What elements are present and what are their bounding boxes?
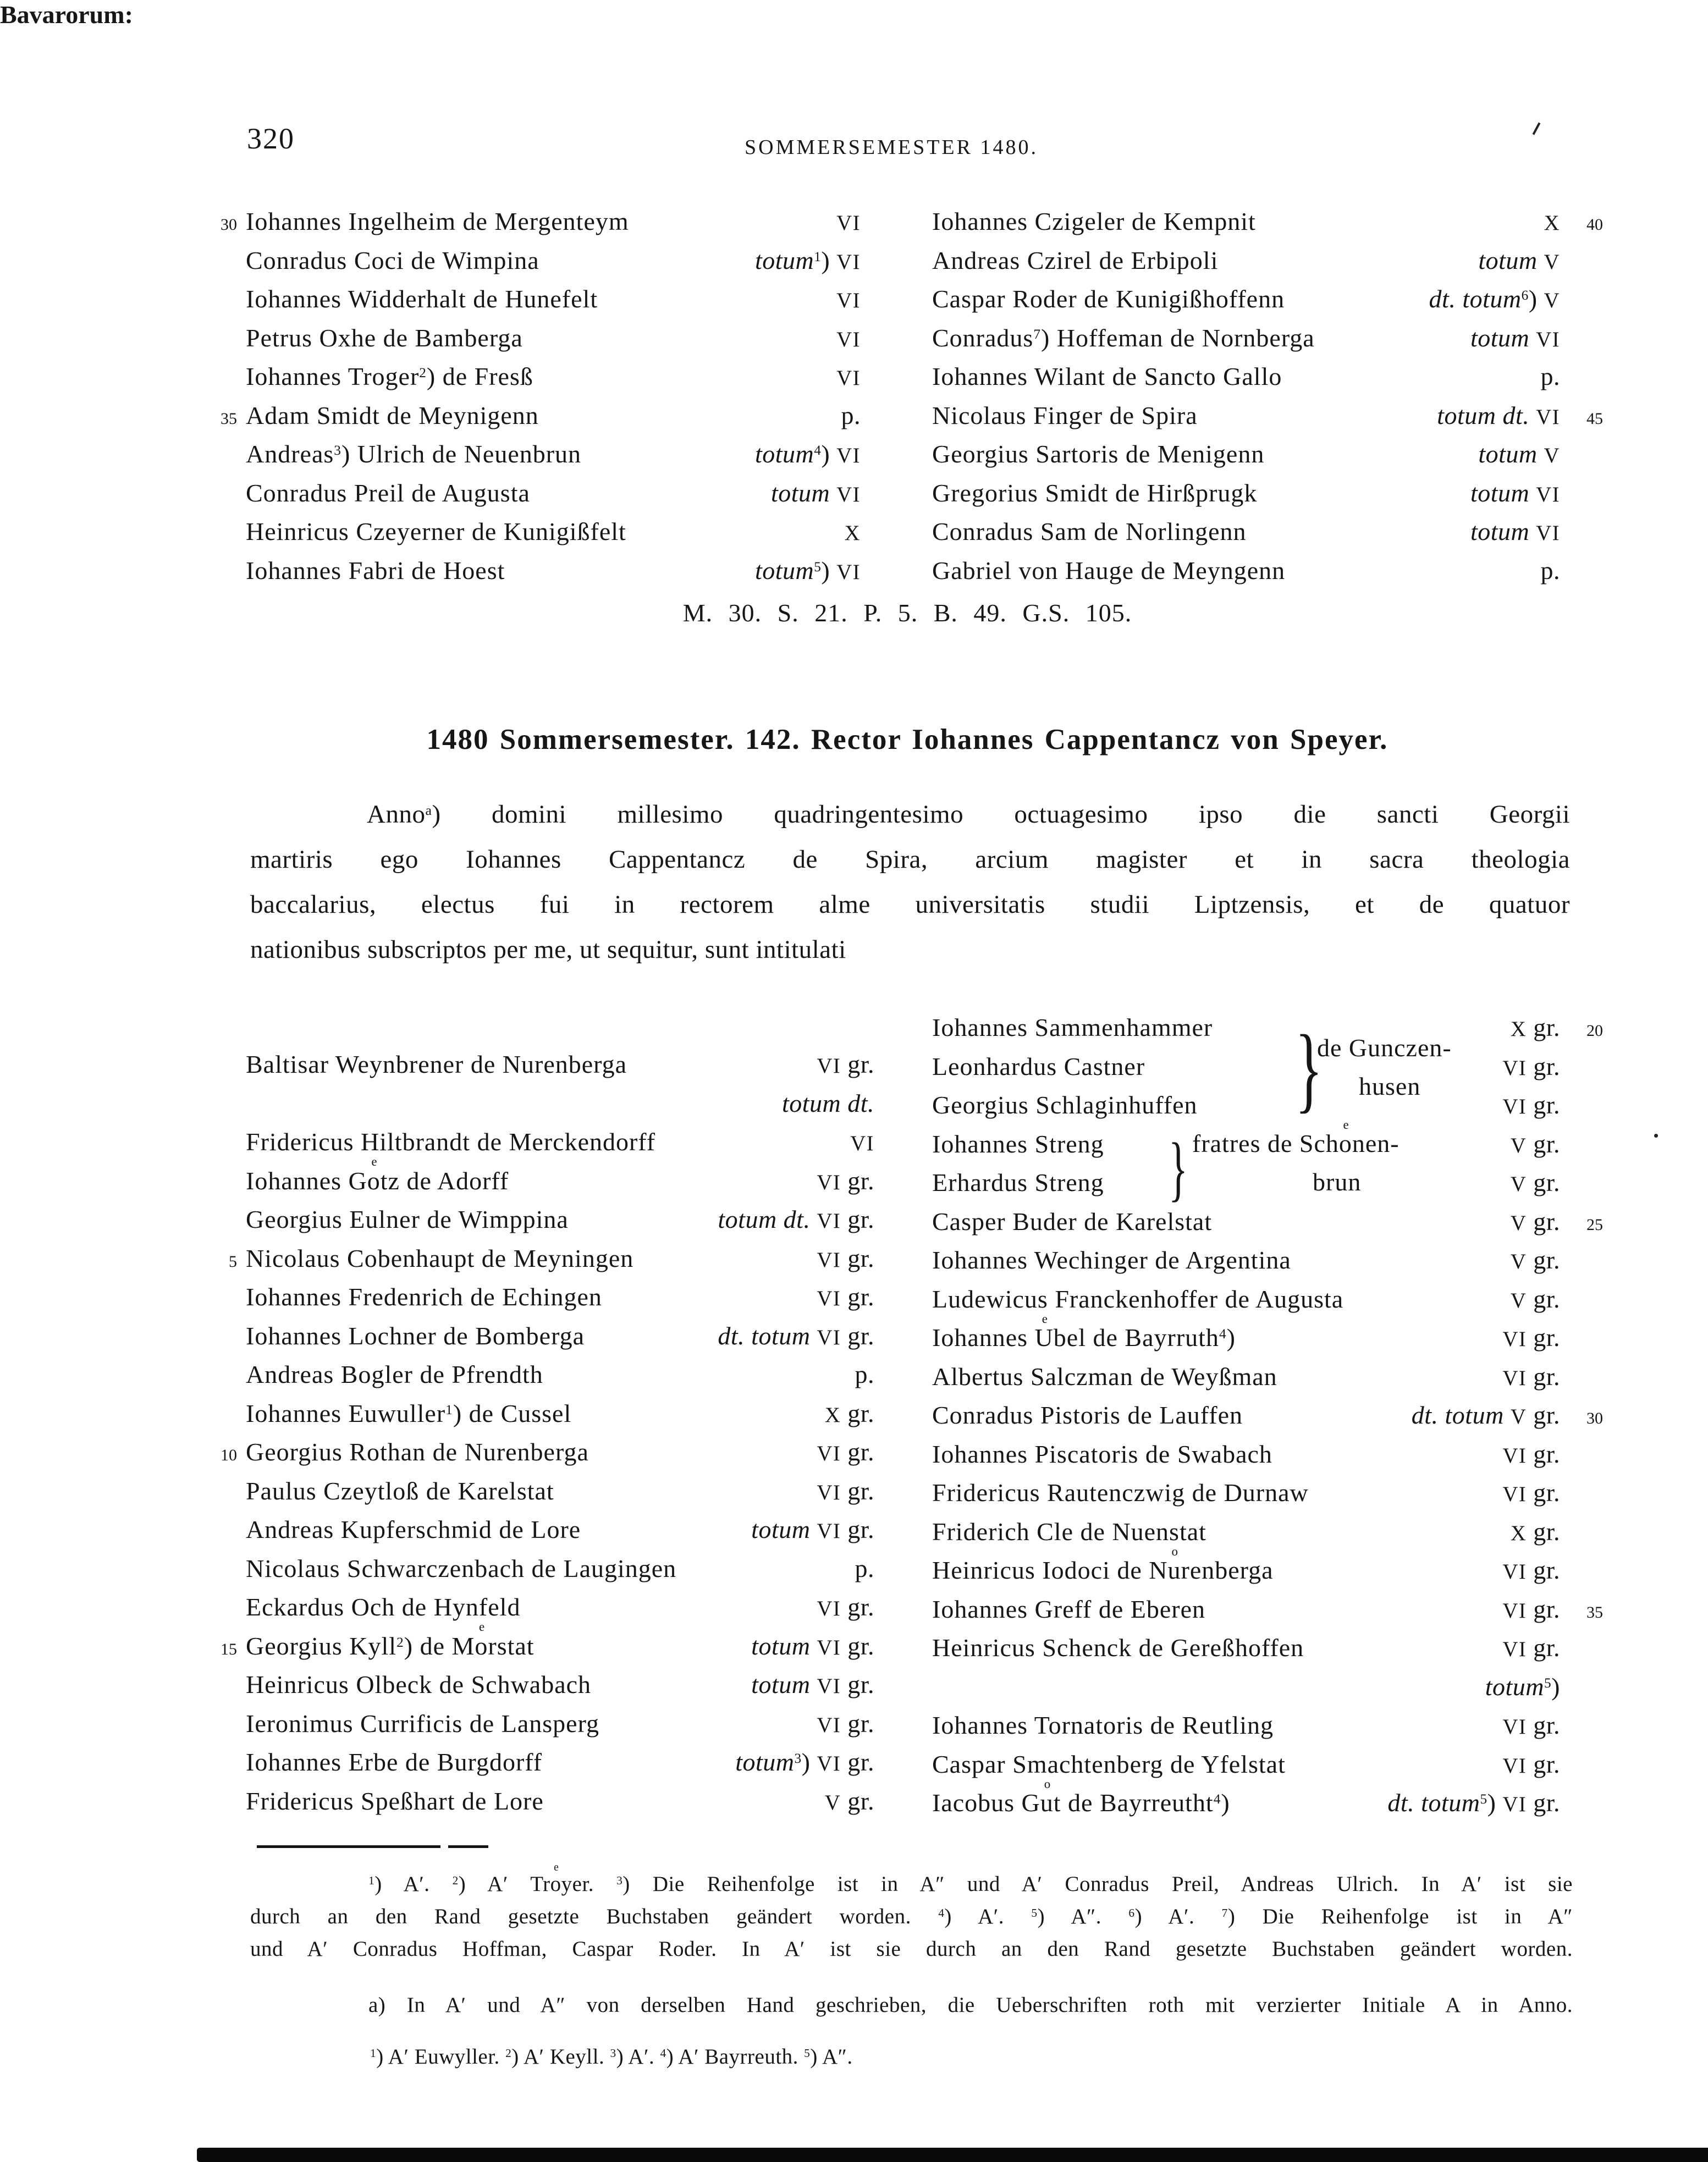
student-name: Iacobus Gu o t de Bayrreutht$^4$) [932, 1777, 1230, 1817]
fee-value: V gr. [1510, 1129, 1560, 1158]
line-number: 15 [221, 1640, 237, 1658]
entry-row [932, 1311, 1603, 1358]
fee-value: VI gr. [1502, 1440, 1560, 1468]
fee-value: totum$^1$) VI [754, 246, 861, 274]
entry-row [201, 1355, 874, 1394]
entry-row [932, 241, 1603, 280]
entry-row [201, 357, 861, 396]
paragraph-line: Anno$^a$) domini millesimo quadringentesimo octuagesimo ipso die sancti Georgii [367, 800, 1570, 829]
entry-row [201, 280, 861, 319]
entry-row [932, 1544, 1603, 1590]
matriculation-list-top-right [932, 202, 1603, 590]
entry-row [932, 319, 1603, 358]
student-name: Heinricus Schenck de Gereßhoffen [932, 1634, 1304, 1662]
entry-row [201, 396, 861, 435]
scan-artifact [1533, 122, 1541, 135]
student-name: Georgius Schlaginhuffen [932, 1091, 1198, 1119]
entry-row [201, 1155, 874, 1201]
footnote-block [250, 1862, 1573, 1965]
student-name: Iohannes Widderhalt de Hunefelt [246, 285, 598, 313]
student-name: Andreas$^3$) Ulrich de Neuenbrun [246, 440, 582, 468]
entry-row [201, 1782, 874, 1821]
fee-value: VI gr. [1502, 1711, 1560, 1739]
fee-value: VI gr. [817, 1050, 874, 1078]
entry-row [201, 1743, 874, 1782]
student-name: Andreas Kupferschmid de Lore [246, 1515, 581, 1543]
line-number: 35 [221, 409, 237, 428]
line-number: 20 [1586, 1022, 1603, 1040]
footnote-line: a) In A′ und A″ von derselben Hand geschrieben, die Ueberschriften roth mit verzierter Initiale A in Anno. [368, 1993, 1573, 2017]
student-name: Adam Smidt de Meynigenn [246, 401, 539, 429]
page-number: 320 [247, 122, 295, 155]
entry-row [932, 280, 1603, 319]
footnote-rule [257, 1845, 440, 1848]
student-name: Gregorius Smidt de Hirßprugk [932, 478, 1258, 507]
entry-row [932, 1629, 1603, 1668]
fee-value: VI gr. [817, 1244, 874, 1272]
entry-row [932, 1396, 1603, 1435]
entry-row [932, 1777, 1603, 1823]
student-name: Caspar Smachtenberg de Yfelstat [932, 1750, 1286, 1778]
fee-value: X gr. [1510, 1013, 1560, 1041]
student-name: Nicolaus Cobenhaupt de Meyningen [246, 1244, 634, 1272]
fee-value: p. [855, 1554, 874, 1582]
fee-value: VI [836, 212, 861, 235]
entry-row [932, 435, 1603, 474]
fee-value: dt. totum$^5$) VI gr. [1387, 1789, 1560, 1817]
entry-row [201, 1472, 874, 1511]
student-name: Iohannes Troger$^2$) de Fresß [246, 362, 533, 390]
section-heading: 1480 Sommersemester. 142. Rector Iohannes Cappentancz von Speyer. [426, 724, 1389, 755]
fee-value: V gr. [1510, 1284, 1560, 1313]
entry-row [201, 1084, 874, 1123]
rector-paragraph [250, 792, 1570, 972]
fee-value: V gr. [824, 1786, 874, 1815]
fee-value: VI gr. [817, 1593, 874, 1621]
fee-value: VI gr. [1502, 1595, 1560, 1623]
fee-value: totum V [1478, 440, 1560, 468]
brace-glyph: } [1169, 1128, 1188, 1209]
student-name: Casper Buder de Karelstat [932, 1207, 1213, 1236]
fee-value: VI gr. [1502, 1750, 1560, 1778]
student-name: Iohannes Go e tz de Adorff [246, 1155, 509, 1195]
line-number: 10 [221, 1446, 237, 1464]
entry-row [201, 241, 861, 280]
totals-line: M. 30. S. 21. P. 5. B. 49. G.S. 105. [682, 599, 1132, 627]
entry-row [932, 1047, 1603, 1086]
fee-value: totum$^5$) [1485, 1672, 1560, 1701]
entry-row [201, 1317, 874, 1356]
student-name: Paulus Czeytloß de Karelstat [246, 1476, 554, 1505]
fee-value: totum dt. VI gr. [718, 1205, 874, 1233]
entry-row [932, 1745, 1603, 1784]
entry-row [932, 1435, 1603, 1474]
fee-value: totum dt. VI [1437, 401, 1560, 429]
fee-value: VI gr. [817, 1283, 874, 1311]
entry-row [201, 1394, 874, 1433]
fee-value: VI gr. [1502, 1556, 1560, 1584]
student-name: Iohannes Greff de Eberen [932, 1595, 1205, 1623]
brace-label: husen [1359, 1072, 1421, 1100]
student-name: Baltisar Weynbrener de Nurenberga [246, 1050, 627, 1078]
line-number: 40 [1586, 216, 1603, 234]
fee-value: VI gr. [817, 1476, 874, 1505]
fee-value: totum dt. [781, 1089, 874, 1117]
running-header: SOMMERSEMESTER 1480. [745, 136, 1038, 159]
nation-header: Bavarorum: [0, 1, 133, 29]
entry-row [201, 551, 861, 591]
student-name: Georgius Rothan de Nurenberga [246, 1438, 589, 1466]
footnote-block [250, 1989, 1573, 2021]
entry-row [201, 1665, 874, 1705]
student-name: Nicolaus Schwarczenbach de Laugingen [246, 1554, 677, 1582]
fee-value: p. [1540, 362, 1560, 390]
brace-label: fratres de Scho e nen- [1192, 1117, 1400, 1157]
matriculation-list-top-left [201, 202, 861, 590]
fee-value: VI gr. [817, 1166, 874, 1195]
entry-row [932, 512, 1603, 551]
entry-row [932, 202, 1603, 241]
student-name: Iohannes Wilant de Sancto Gallo [932, 362, 1282, 390]
fee-value: V gr. [1510, 1246, 1560, 1274]
fee-value: VI gr. [1502, 1052, 1560, 1080]
entry-row [201, 1433, 874, 1472]
fee-value: totum VI [1470, 517, 1560, 545]
paragraph-line: baccalarius, electus fui in rectorem alme universitatis studii Liptzensis, et de quatuor [250, 890, 1570, 919]
student-name: Iohannes Streng [932, 1129, 1104, 1158]
fee-value: X gr. [824, 1399, 874, 1427]
student-name: Georgius Eulner de Wimppina [246, 1205, 569, 1233]
student-name: Iohannes Fabri de Hoest [246, 556, 505, 584]
student-name: Petrus Oxhe de Bamberga [246, 323, 523, 352]
student-name: Erhardus Streng [932, 1168, 1104, 1196]
fee-value: VI gr. [817, 1438, 874, 1466]
entry-row [201, 512, 861, 551]
paragraph-line: nationibus subscriptos per me, ut sequitur, sunt intitulati [250, 935, 846, 964]
entry-row [201, 1200, 874, 1239]
fee-value: VI [850, 1132, 874, 1155]
entry-row [201, 1123, 874, 1162]
scan-artifact [1654, 1134, 1658, 1138]
entry-row [932, 1163, 1603, 1203]
entry-row [201, 1045, 874, 1084]
student-name: Ludewicus Franckenhoffer de Augusta [932, 1284, 1344, 1313]
student-name: Heinricus Czeyerner de Kunigißfelt [246, 517, 626, 545]
bavarorum-list-left [201, 1045, 874, 1821]
fee-value: dt. totum V gr. [1411, 1401, 1560, 1429]
student-name: Conradus$^7$) Hoffeman de Nornberga [932, 323, 1315, 352]
student-name: Georgius Kyll$^2$) de Mo e rstat [246, 1620, 535, 1660]
fee-value: VI [836, 289, 861, 312]
fee-value: p. [855, 1360, 874, 1388]
student-name: Fridericus Rautenczwig de Durnaw [932, 1479, 1309, 1507]
fee-value: totum V [1478, 246, 1560, 274]
student-name: Fridericus Hiltbrandt de Merckendorff [246, 1128, 656, 1156]
entry-row [932, 1358, 1603, 1397]
fee-value: VI gr. [1502, 1479, 1560, 1507]
student-name: Leonhardus Castner [932, 1052, 1145, 1080]
student-name: Conradus Coci de Wimpina [246, 246, 539, 274]
fee-value: VI [836, 328, 861, 351]
fee-value: V gr. [1510, 1207, 1560, 1236]
fee-value: p. [1540, 556, 1560, 584]
entry-row [932, 1241, 1603, 1280]
student-name: Gabriel von Hauge de Meyngenn [932, 556, 1286, 584]
footnote-line: $^1$) A′. $^2$) A′ Tro e yer. $^3$) Die Reihenfolge ist in A″ und A′ Conradus Preil, Andreas Ulrich. In A′ ist sie [368, 1862, 1573, 1896]
brace-glyph: } [1295, 1015, 1323, 1122]
student-name: Albertus Salczman de Weyßman [932, 1362, 1277, 1391]
footnote-line: $^1$) A′ Euwyller. $^2$) A′ Keyll. $^3$) A′. $^4$) A′ Bayrreuth. $^5$) A″. [370, 2045, 853, 2069]
student-name: Fridericus Speßhart de Lore [246, 1786, 544, 1815]
student-name: Iohannes Tornatoris de Reutling [932, 1711, 1274, 1739]
line-number: 35 [1586, 1603, 1603, 1622]
fee-value: dt. totum VI gr. [718, 1321, 874, 1350]
student-name: Eckardus Och de Hynfeld [246, 1593, 521, 1621]
entry-row [201, 1278, 874, 1317]
footnote-block [250, 2040, 1573, 2073]
fee-value: totum VI [1470, 323, 1560, 352]
fee-value: X [844, 522, 861, 545]
fee-value: VI gr. [1502, 1634, 1560, 1662]
fee-value: totum VI [1470, 478, 1560, 507]
line-number: 45 [1586, 409, 1603, 428]
student-name: Iohannes U e bel de Bayrruth$^4$) [932, 1311, 1236, 1352]
fee-value: totum VI [770, 478, 861, 507]
entry-row [932, 474, 1603, 513]
fee-value: VI gr. [1502, 1362, 1560, 1391]
fee-value: totum VI gr. [751, 1670, 874, 1698]
student-name: Iohannes Euwuller$^1$) de Cussel [246, 1399, 572, 1427]
fee-value: totum$^5$) VI [754, 556, 861, 584]
student-name: Heinricus Olbeck de Schwabach [246, 1670, 592, 1698]
student-name: Iohannes Ingelheim de Mergenteym [246, 207, 629, 235]
fee-value: totum$^4$) VI [754, 440, 861, 468]
entry-row [201, 474, 861, 513]
student-name: Iohannes Fredenrich de Echingen [246, 1283, 602, 1311]
fee-value: totum VI gr. [751, 1631, 874, 1660]
student-name: Ieronimus Currificis de Lansperg [246, 1709, 600, 1738]
student-name: Andreas Czirel de Erbipoli [932, 246, 1219, 274]
student-name: Georgius Sartoris de Menigenn [932, 440, 1265, 468]
line-number: 30 [221, 216, 237, 234]
entry-row [201, 1239, 874, 1278]
entry-row [932, 396, 1603, 435]
fee-value: VI gr. [817, 1709, 874, 1738]
student-name: Iohannes Czigeler de Kempnit [932, 207, 1256, 235]
entry-row [201, 202, 861, 241]
student-name: Iohannes Wechinger de Argentina [932, 1246, 1291, 1274]
bavarorum-list-right [932, 1008, 1603, 1823]
footnote-line: und A′ Conradus Hoffman, Caspar Roder. In A′ ist sie durch an den Rand gesetzte Buchstaben geändert worden. [250, 1937, 1573, 1961]
scan-artifact-bar [197, 2148, 1708, 2162]
entry-row [932, 1008, 1603, 1047]
entry-row [932, 1706, 1603, 1745]
fee-value: VI [836, 367, 861, 390]
fee-value: totum VI gr. [751, 1515, 874, 1543]
student-name: Friderich Cle de Nuenstat [932, 1517, 1206, 1546]
line-number: 5 [229, 1252, 237, 1271]
entry-row [932, 357, 1603, 396]
entry-row [201, 1620, 874, 1666]
entry-row [932, 1590, 1603, 1629]
line-number: 25 [1586, 1215, 1603, 1234]
fee-value: X [1544, 212, 1560, 235]
fee-value: totum$^3$) VI gr. [735, 1748, 874, 1776]
entry-row [932, 1668, 1603, 1707]
entry-row [201, 319, 861, 358]
entry-row [932, 1086, 1603, 1125]
entry-row [932, 1513, 1603, 1552]
student-name: Conradus Preil de Augusta [246, 478, 530, 507]
student-name: Iohannes Piscatoris de Swabach [932, 1440, 1272, 1468]
brace-label: de Gunczen- [1317, 1034, 1452, 1062]
entry-row [932, 1203, 1603, 1242]
student-name: Nicolaus Finger de Spira [932, 401, 1198, 429]
student-name: Conradus Sam de Norlingenn [932, 517, 1247, 545]
entry-row [932, 1280, 1603, 1319]
footnote-line: durch an den Rand gesetzte Buchstaben geändert worden. $^4$) A′. $^5$) A″. $^6$) A′. $^7$) Die Reihenfolge ist in A″ [250, 1905, 1573, 1928]
entry-row [201, 1588, 874, 1627]
student-name: Iohannes Erbe de Burgdorff [246, 1748, 543, 1776]
entry-row [201, 1549, 874, 1589]
fee-value: V gr. [1510, 1168, 1560, 1196]
student-name: Heinricus Iodoci de Nu o renberga [932, 1544, 1274, 1584]
paragraph-line: martiris ego Iohannes Cappentancz de Spira, arcium magister et in sacra theologia [250, 845, 1570, 874]
student-name: Caspar Roder de Kunigißhoffenn [932, 285, 1285, 313]
student-name: Iohannes Lochner de Bomberga [246, 1321, 585, 1350]
entry-row [201, 1705, 874, 1744]
line-number: 30 [1586, 1409, 1603, 1427]
fee-value: p. [841, 401, 861, 429]
fee-value: VI gr. [1502, 1091, 1560, 1119]
student-name: Iohannes Sammenhammer [932, 1013, 1213, 1041]
entry-row [201, 435, 861, 474]
fee-value: VI gr. [1502, 1323, 1560, 1352]
fee-value: dt. totum$^6$) V [1429, 285, 1560, 313]
entry-row [201, 1510, 874, 1549]
student-name: Conradus Pistoris de Lauffen [932, 1401, 1243, 1429]
brace-label: brun [1313, 1168, 1362, 1196]
entry-row [932, 1474, 1603, 1513]
student-name: Andreas Bogler de Pfrendth [246, 1360, 543, 1388]
entry-row [932, 551, 1603, 591]
fee-value: X gr. [1510, 1517, 1560, 1546]
footnote-rule [448, 1845, 488, 1848]
